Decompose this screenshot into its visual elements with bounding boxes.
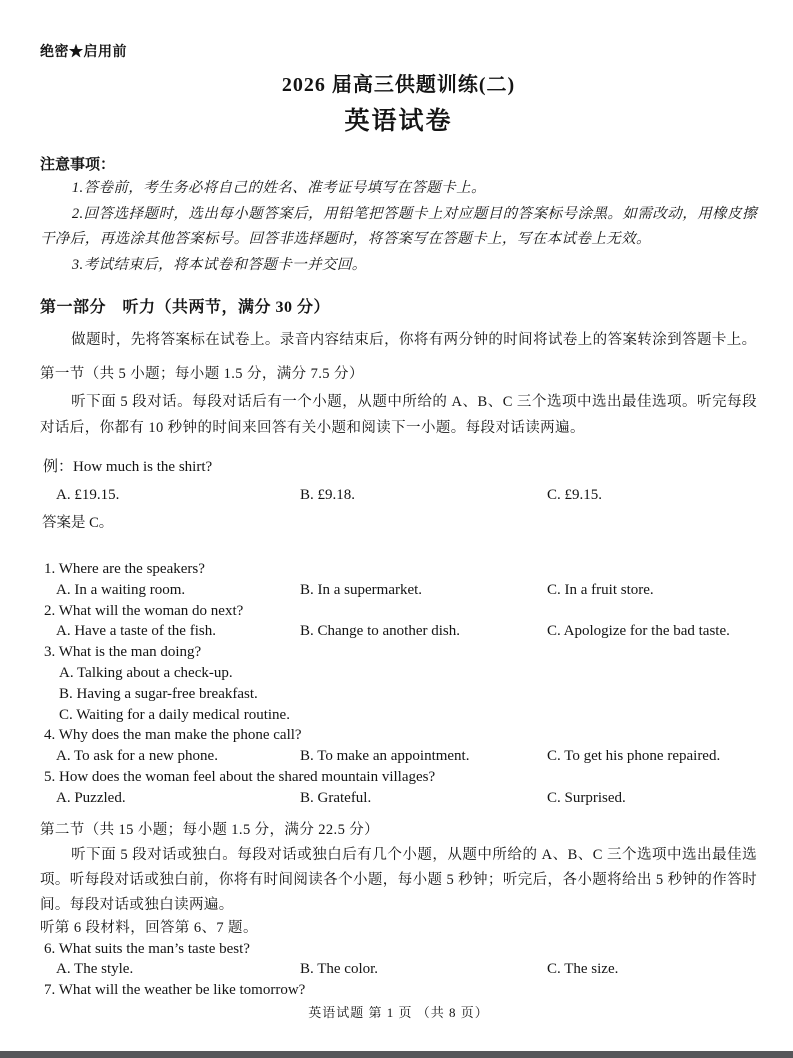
example-option-b: B. £9.18. bbox=[300, 487, 356, 503]
question-text: 7. What will the weather be like tomorrow? bbox=[44, 982, 306, 999]
option: A. Puzzled. bbox=[56, 789, 126, 806]
option: B. To make an appointment. bbox=[300, 748, 470, 765]
option: A. Have a taste of the fish. bbox=[56, 623, 216, 640]
exam-title: 2026 届高三供题训练(二) bbox=[281, 74, 516, 96]
section1-instructions: 听下面 5 段对话。每段对话后有一个小题，从题中所给的 A、B、C 三个选项中选出最佳选项。听完每段对话后，你都有 10 秒钟的时间来回答有关小题和阅读下一小题。每段对话读两遍。 bbox=[40, 394, 757, 436]
example-option-c: C. £9.15. bbox=[547, 487, 603, 503]
notice-item-2: 2.回答选择题时，选出每小题答案后，用铅笔把答题卡上对应题目的答案标号涂黑。如需改动，用橡皮擦干净后，再选涂其他答案标号。回答非选择题时，将答案写在答题卡上，写在本试卷上无效。 bbox=[40, 205, 757, 247]
option: A. Talking about a check-up. bbox=[59, 664, 233, 681]
option: A. The style. bbox=[56, 961, 134, 978]
option: B. Having a sugar-free breakfast. bbox=[59, 685, 258, 702]
option: B. In a supermarket. bbox=[300, 581, 423, 598]
part1-heading: 第一部分 听力（共两节，满分 30 分） bbox=[40, 299, 331, 316]
material-note: 听第 6 段材料，回答第 6、7 题。 bbox=[40, 919, 258, 936]
notice-heading: 注意事项： bbox=[40, 157, 116, 173]
example-question: 例：How much is the shirt? bbox=[43, 459, 213, 475]
section2-instructions: 听下面 5 段对话或独白。每段对话或独白后有几个小题，从题中所给的 A、B、C 三个选项中选出最佳选项。听每段对话或独白前，你将有时间阅读各个小题，每小题 5 秒钟；听完后，各小题将给出 5 秒钟的作答时间。每段对话或独白读两遍。 bbox=[40, 846, 757, 913]
example-block bbox=[40, 457, 757, 534]
notice-item-3: 3.考试结束后，将本试卷和答题卡一并交回。 bbox=[71, 256, 367, 273]
section1-heading: 第一节（共 5 小题；每小题 1.5 分，满分 7.5 分） bbox=[40, 366, 364, 382]
option: A. To ask for a new phone. bbox=[56, 748, 218, 765]
example-option-row bbox=[40, 485, 757, 506]
option: C. Surprised. bbox=[547, 789, 626, 806]
option-row bbox=[40, 788, 757, 809]
option-row bbox=[40, 580, 757, 601]
section2-heading: 第二节（共 15 小题；每小题 1.5 分，满分 22.5 分） bbox=[40, 821, 380, 838]
page-footer: 英语试题 第 1 页 （共 8 页） bbox=[308, 1004, 489, 1020]
notice-item-1: 1.答卷前，考生务必将自己的姓名、准考证号填写在答题卡上。 bbox=[71, 180, 486, 196]
option-row bbox=[40, 746, 757, 767]
option: C. The size. bbox=[547, 961, 619, 978]
page-bottom-edge bbox=[0, 1051, 793, 1058]
part1-intro: 做题时，先将答案标在试卷上。录音内容结束后，你将有两分钟的时间将试卷上的答案转涂到答题卡上。 bbox=[71, 332, 757, 348]
question-text: 1. Where are the speakers? bbox=[44, 561, 205, 577]
option: B. The color. bbox=[300, 961, 379, 978]
paper-title: 英语试卷 bbox=[344, 108, 453, 135]
secret-label: 绝密★启用前 bbox=[40, 45, 127, 60]
example-answer: 答案是 C。 bbox=[42, 515, 114, 531]
question-text: 4. Why does the man make the phone call? bbox=[44, 727, 302, 744]
option: C. Waiting for a daily medical routine. bbox=[59, 706, 290, 723]
option: B. Grateful. bbox=[300, 789, 372, 806]
option: C. Apologize for the bad taste. bbox=[547, 623, 730, 640]
question-text: 6. What suits the man’s taste best? bbox=[44, 940, 250, 957]
option: A. In a waiting room. bbox=[56, 581, 186, 598]
question-text: 5. How does the woman feel about the shared mountain villages? bbox=[44, 768, 436, 785]
option: B. Change to another dish. bbox=[300, 623, 460, 640]
option: C. To get his phone repaired. bbox=[547, 748, 721, 765]
section2-question-list bbox=[40, 939, 757, 1001]
question-text: 3. What is the man doing? bbox=[44, 644, 202, 661]
option-row bbox=[40, 959, 757, 980]
question-text: 2. What will the woman do next? bbox=[44, 602, 244, 619]
option: C. In a fruit store. bbox=[547, 581, 654, 598]
section1-question-list bbox=[40, 559, 757, 809]
option-row bbox=[40, 621, 757, 642]
example-option-a: A. £19.15. bbox=[56, 487, 120, 503]
